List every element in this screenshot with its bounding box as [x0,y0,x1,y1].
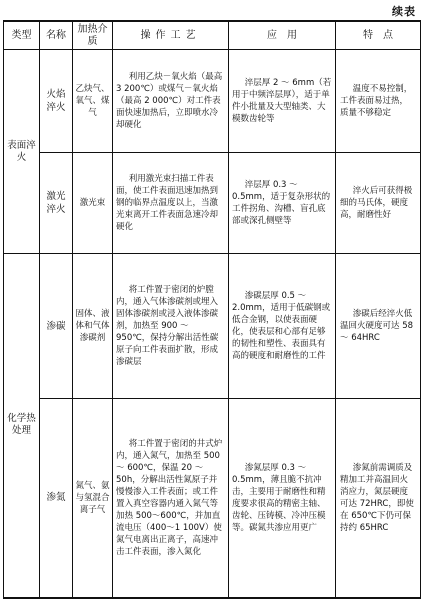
row-medium: 乙炔气、氧气、煤气 [73,50,113,153]
table-row [4,153,421,254]
row-process: 利用激光束扫描工件表面，使工件表面迅速加热到钢的临界点温度以上，当激光束离开工件表面急速冷却硬化 [113,153,229,254]
header-process: 操作工艺 [113,21,229,50]
group-surface-quenching: 表面淬火 [4,50,40,254]
header-medium: 加热介质 [73,21,113,50]
row-medium: 激光束 [73,153,113,254]
row-medium: 氮气、氨与氢混合离子气 [73,399,113,598]
continued-label: 续表 [392,5,416,18]
row-process: 将工件置于密闭的井式炉内，通入氮气，加热至 500 ～ 600℃，保温 20 ～ 50h，分解出活性氮原子并慢慢渗入工件表面；或工件置入真空容器内通入氮气等加热 500～600℃，并加直流电压（400～1 100V）使氮气电离出正离子，高速冲击工件表面，渗入氮化 [113,399,229,598]
row-name: 渗碳 [40,254,73,399]
header-name: 名称 [40,21,73,50]
row-features: 淬火后可获得极细的马氏体，硬度高，耐磨性好 [336,153,421,254]
row-name: 火焰淬火 [40,50,73,153]
row-features: 渗氮前需调质及精加工并高温回火消应力，氮层硬度可达 72HRC，即使在 650℃下仍可保持约 65HRC [336,399,421,598]
header-application: 应 用 [229,21,336,50]
table-row [4,399,421,598]
header-features: 特 点 [336,21,421,50]
row-medium: 固体、液体和气体渗碳剂 [73,254,113,399]
row-features: 温度不易控制，工件表面易过热，质量不够稳定 [336,50,421,153]
table-row [4,254,421,399]
heat-treatment-table [3,20,421,599]
table-row [4,50,421,153]
row-application: 淬层厚 2 ～ 6mm（若用于中频淬层厚），适于单件小批量及大型轴类、大模数齿轮等 [229,50,336,153]
row-name: 渗氮 [40,399,73,598]
row-name: 激光淬火 [40,153,73,254]
row-features: 渗碳后经淬火低温回火硬度可达 58 ～ 64HRC [336,254,421,399]
row-process: 将工件置于密闭的炉膛内，通入气体渗碳剂或埋入固体渗碳剂或浸入液体渗碳剂，加热至 900 ～ 950℃，保持分解出活性碳原子向工件表面扩散，形成渗碳层 [113,254,229,399]
header-row [4,21,421,50]
group-chemical-heat-treatment: 化学热处理 [4,254,40,598]
header-category: 类型 [4,21,40,50]
row-process: 利用乙炔－氧火焰（最高 3 200℃）或煤气－氧火焰（最高 2 000℃）对工件表面快速加热后，立即喷水冷却硬化 [113,50,229,153]
row-application: 渗碳层厚 0.5 ～ 2.0mm，适用于低碳钢或低合金钢，以使表面硬化，使表层和心部有足够的韧性和塑性、表面具有高的硬度和耐磨性的工件 [229,254,336,399]
row-application: 渗氮层厚 0.3 ～ 0.5mm，薄且脆不抗冲击，主要用于耐磨性和精度要求很高的精密主轴、齿轮、压铸模、冷冲压模等。碳氮共渗应用更广 [229,399,336,598]
row-application: 淬层厚 0.3 ～ 0.5mm，适于复杂形状的工件拐角、沟槽、盲孔底部或深孔侧壁等 [229,153,336,254]
